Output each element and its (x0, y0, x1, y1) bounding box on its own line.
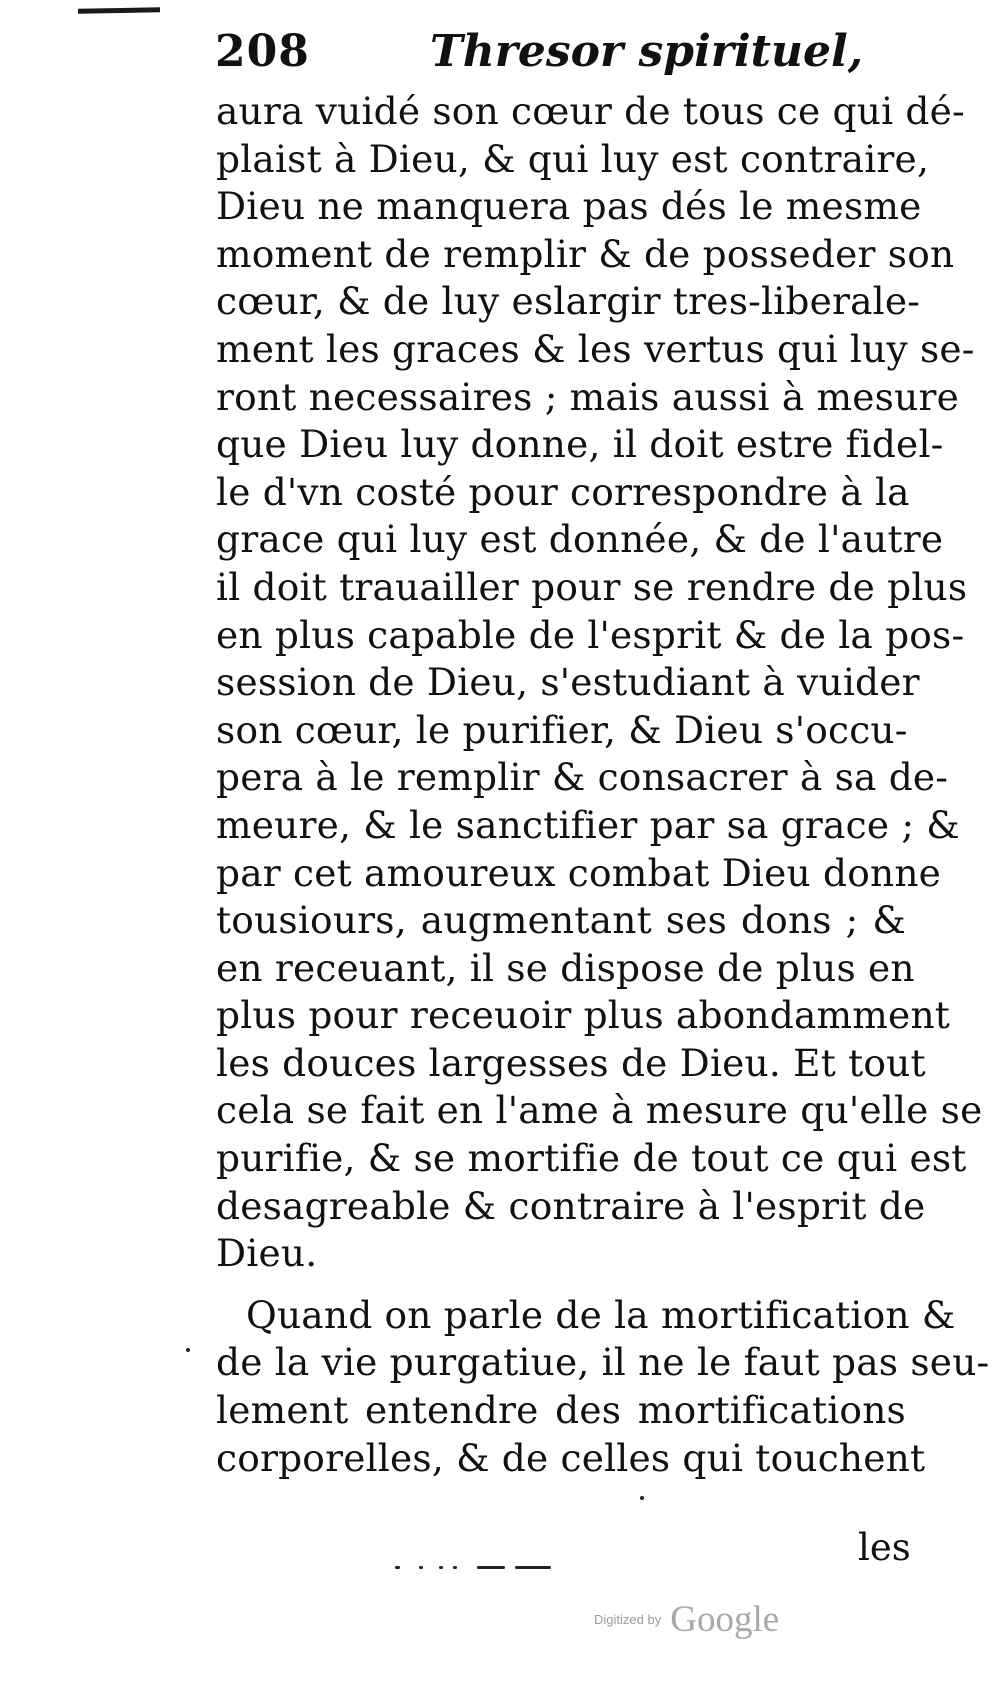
text-line: que Dieu luy donne, il doit estre fidel- (216, 422, 944, 467)
text-line: lement entendre des mortifications (216, 1388, 906, 1433)
scan-edge-mark (78, 7, 160, 13)
text-line: en receuant, il se dispose de plus en (216, 945, 915, 990)
page-header (215, 26, 915, 86)
text-line: aura vuidé son cœur de tous ce qui dé- (216, 89, 965, 133)
text-line: plus pour receuoir plus abondamment (216, 993, 951, 1038)
body-text (216, 88, 990, 1482)
text-line: purifie, & se mortifie de tout ce qui est (216, 1136, 967, 1181)
text-line: par cet amoureux combat Dieu donne (216, 850, 942, 895)
text-line: tousiours, augmentant ses dons ; & (216, 898, 906, 943)
text-line: cœur, & de luy eslargir tres-liberale- (216, 279, 921, 324)
text-line: meure, & le sanctifier par sa grace ; & (216, 802, 960, 847)
text-line: moment de remplir & de posseder son (216, 231, 955, 276)
google-watermark (594, 1598, 779, 1641)
text-line: session de Dieu, s'estudiant à vuider (216, 660, 920, 705)
text-line: il doit trauailler pour se rendre de plus (216, 564, 968, 609)
scan-speck (186, 1348, 190, 1352)
scan-speck (640, 1496, 644, 1500)
text-line: pera à le remplir & consacrer à sa de- (216, 755, 949, 800)
text-line: le d'vn costé pour correspondre à la (216, 469, 910, 514)
text-line: les douces largesses de Dieu. Et tout (216, 1040, 926, 1085)
text-line: corporelles, & de celles qui touchent (216, 1435, 926, 1480)
paragraph-gap (216, 1278, 906, 1292)
text-line: cela se fait en l'ame à mesure qu'elle se (216, 1088, 983, 1133)
google-logo: Google (670, 1599, 780, 1640)
text-line: grace qui luy est donnée, & de l'autre (216, 517, 944, 562)
text-line: de la vie purgatiue, il ne le faut pas seu- (216, 1340, 990, 1385)
text-line: Quand on parle de la mortification & (246, 1292, 956, 1337)
text-line: en plus capable de l'esprit & de la pos- (216, 612, 965, 657)
text-line: ment les graces & les vertus qui luy se- (216, 326, 975, 371)
text-line: plaist à Dieu, & qui luy est contraire, (216, 136, 930, 181)
text-line: Dieu. (216, 1231, 318, 1276)
text-line: son cœur, le purifier, & Dieu s'occu- (216, 707, 908, 752)
page-number: 208 (215, 26, 310, 77)
catchword: les (858, 1526, 911, 1569)
text-line: desagreable & contraire à l'esprit de (216, 1183, 926, 1228)
text-line: Dieu ne manquera pas dés le mesme (216, 184, 922, 229)
running-head: Thresor spirituel, (430, 26, 864, 77)
digitized-by-label: Digitized by (594, 1612, 662, 1627)
print-specks (395, 1564, 585, 1572)
text-line: ront necessaires ; mais aussi à mesure (216, 374, 959, 419)
